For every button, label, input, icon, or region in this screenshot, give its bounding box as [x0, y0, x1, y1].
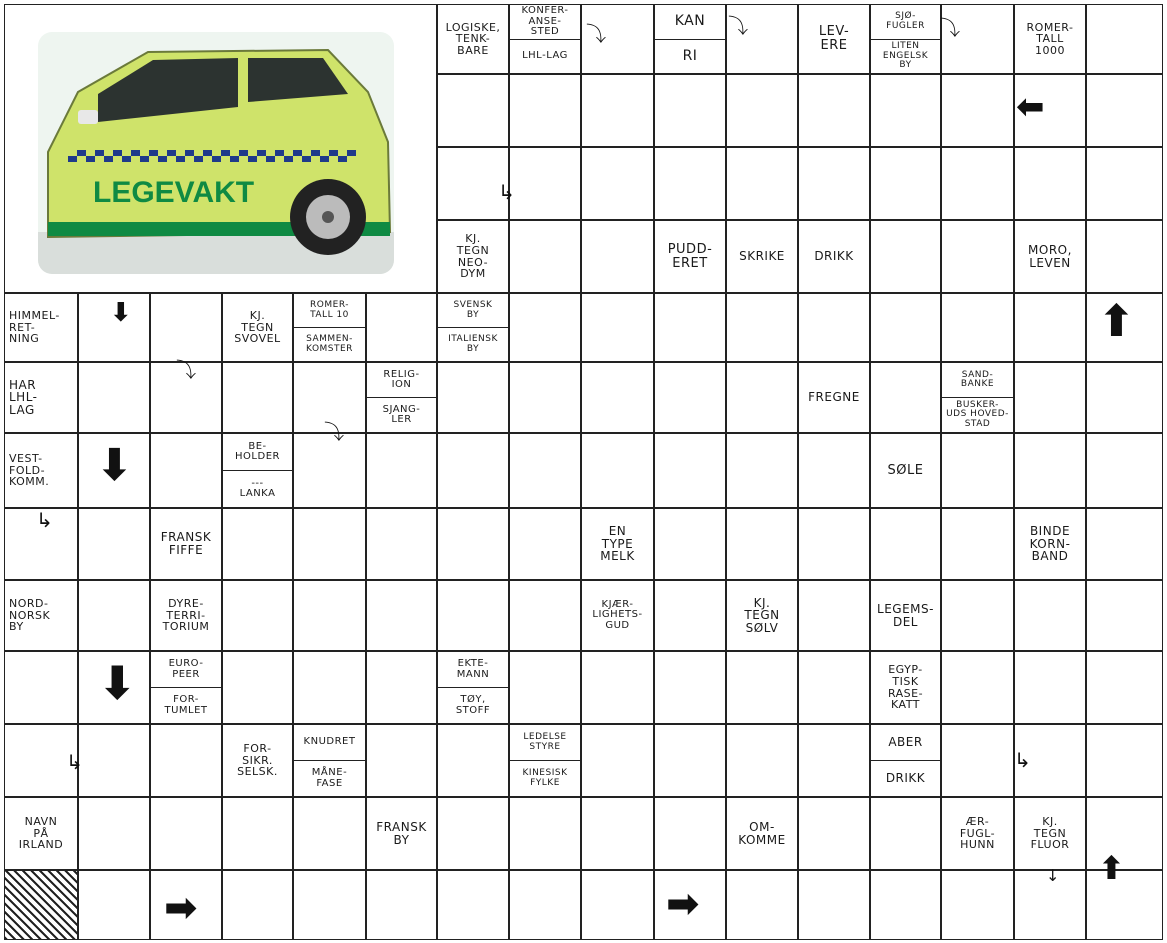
answer-cell[interactable]: [798, 580, 870, 651]
answer-cell[interactable]: [726, 433, 798, 508]
clue-text: NORD- NORSK BY: [9, 597, 51, 634]
clue-text: SJANG- LER: [367, 397, 436, 432]
answer-cell[interactable]: [1014, 651, 1086, 724]
clue-text: LITEN ENGELSK BY: [871, 39, 940, 74]
answer-cell[interactable]: [654, 797, 726, 870]
clue-cell: [654, 4, 726, 74]
answer-cell[interactable]: [366, 651, 437, 724]
clue-text: MORO, LEVEN: [1028, 242, 1072, 270]
answer-cell[interactable]: [509, 870, 581, 940]
clue-text: LEGEMS- DEL: [877, 601, 934, 629]
clue-text: --- LANKA: [223, 470, 292, 507]
clue-text: KNUDRET: [303, 736, 356, 748]
clue-cell: [870, 433, 941, 508]
answer-cell[interactable]: [150, 724, 222, 797]
answer-cell[interactable]: [654, 508, 726, 580]
answer-cell[interactable]: [293, 433, 366, 508]
clue-cell: [581, 580, 654, 651]
down-arrow-icon: ⬇: [98, 656, 137, 710]
clue-text: KJÆR- LIGHETS- GUD: [592, 598, 643, 631]
answer-cell[interactable]: [581, 220, 654, 293]
answer-cell[interactable]: [726, 724, 798, 797]
answer-cell[interactable]: [798, 797, 870, 870]
answer-cell[interactable]: [941, 870, 1014, 940]
clue-cell: [870, 724, 941, 797]
turn-down-arrow-icon: ⤵: [586, 22, 606, 46]
answer-cell[interactable]: [222, 362, 293, 433]
answer-cell[interactable]: [870, 220, 941, 293]
clue-text: KJ. TEGN SØLV: [744, 595, 780, 635]
clue-cell: [150, 651, 222, 724]
ambulance-car-photo: [38, 32, 394, 274]
blocked-cell: [4, 870, 78, 940]
answer-cell[interactable]: [798, 651, 870, 724]
down-arrow-icon: ⬇: [96, 440, 133, 491]
clue-cell: [941, 797, 1014, 870]
answer-cell[interactable]: [798, 433, 870, 508]
answer-cell[interactable]: [798, 870, 870, 940]
clue-text: DRIKK: [814, 249, 854, 264]
clue-cell: [293, 293, 366, 362]
clue-cell: [1014, 4, 1086, 74]
turn-right-arrow-icon: ↳: [498, 180, 515, 204]
answer-cell[interactable]: [581, 797, 654, 870]
clue-text: DYRE- TERRI- TORIUM: [162, 597, 210, 634]
answer-cell[interactable]: [654, 74, 726, 147]
answer-cell[interactable]: [509, 797, 581, 870]
answer-cell[interactable]: [654, 724, 726, 797]
clue-text: LEDELSE STYRE: [523, 732, 567, 752]
clue-text: DRIKK: [871, 760, 940, 796]
answer-cell[interactable]: [222, 580, 293, 651]
clue-cell: [798, 220, 870, 293]
clue-cell: [798, 362, 870, 433]
clue-cell: [222, 724, 293, 797]
clue-text: FRANSK BY: [376, 819, 427, 847]
answer-cell[interactable]: [941, 147, 1014, 220]
answer-cell[interactable]: [1086, 580, 1163, 651]
clue-text: HAR LHL- LAG: [9, 377, 38, 417]
clue-text: RELIG- ION: [383, 368, 420, 390]
clue-cell: [726, 797, 798, 870]
answer-cell[interactable]: [581, 74, 654, 147]
answer-cell[interactable]: [870, 508, 941, 580]
clue-text: BINDE KORN- BAND: [1029, 524, 1071, 564]
answer-cell[interactable]: [798, 74, 870, 147]
answer-cell[interactable]: [870, 870, 941, 940]
turn-down-arrow-icon: ⤵: [728, 14, 748, 38]
clue-text: FOR- SIKR. SELSK.: [237, 742, 278, 779]
clue-cell: [654, 220, 726, 293]
answer-cell[interactable]: [366, 580, 437, 651]
answer-cell[interactable]: [366, 293, 437, 362]
clue-cell: [150, 580, 222, 651]
answer-cell[interactable]: [78, 362, 150, 433]
answer-cell[interactable]: [1086, 508, 1163, 580]
clue-text: OM- KOMME: [738, 819, 786, 847]
turn-right-arrow-icon: ↳: [36, 508, 53, 532]
answer-cell[interactable]: [222, 508, 293, 580]
clue-text: PUDD- ERET: [667, 241, 713, 271]
clue-text: EN TYPE MELK: [600, 524, 635, 564]
answer-cell[interactable]: [1086, 433, 1163, 508]
answer-cell[interactable]: [726, 74, 798, 147]
answer-cell[interactable]: [1086, 4, 1163, 74]
answer-cell[interactable]: [726, 147, 798, 220]
answer-cell[interactable]: [4, 651, 78, 724]
answer-cell[interactable]: [437, 580, 509, 651]
clue-cell: [366, 797, 437, 870]
clue-text: KJ. TEGN SVOVEL: [234, 309, 281, 346]
answer-cell[interactable]: [581, 147, 654, 220]
clue-text: LOGISKE, TENK- BARE: [445, 20, 501, 57]
clue-cell: [437, 293, 509, 362]
answer-cell[interactable]: [437, 508, 509, 580]
answer-cell[interactable]: [222, 797, 293, 870]
clue-cell: [437, 651, 509, 724]
answer-cell[interactable]: [941, 724, 1014, 797]
answer-cell[interactable]: [509, 293, 581, 362]
answer-cell[interactable]: [437, 870, 509, 940]
answer-cell[interactable]: [654, 433, 726, 508]
answer-cell[interactable]: [870, 293, 941, 362]
answer-cell[interactable]: [222, 651, 293, 724]
answer-cell[interactable]: [150, 797, 222, 870]
clue-text: BE- HOLDER: [235, 440, 280, 462]
answer-cell[interactable]: [293, 508, 366, 580]
clue-text: KONFER- ANSE- STED: [521, 5, 569, 37]
clue-cell: [870, 651, 941, 724]
clue-cell: [4, 433, 78, 508]
answer-cell[interactable]: [509, 147, 581, 220]
answer-cell[interactable]: [870, 147, 941, 220]
answer-cell[interactable]: [1014, 362, 1086, 433]
answer-cell[interactable]: [726, 362, 798, 433]
turn-right-arrow-icon: ↳: [66, 750, 83, 774]
clue-text: KAN: [674, 13, 706, 30]
answer-cell[interactable]: [222, 870, 293, 940]
answer-cell[interactable]: [293, 580, 366, 651]
clue-cell: [222, 433, 293, 508]
answer-cell[interactable]: [1086, 362, 1163, 433]
clue-cell: [4, 580, 78, 651]
answer-cell[interactable]: [581, 362, 654, 433]
answer-cell[interactable]: [1014, 147, 1086, 220]
answer-cell[interactable]: [941, 433, 1014, 508]
answer-cell[interactable]: [437, 74, 509, 147]
answer-cell[interactable]: [78, 797, 150, 870]
answer-cell[interactable]: [1086, 651, 1163, 724]
answer-cell[interactable]: [1014, 293, 1086, 362]
clue-text: TØY, STOFF: [438, 687, 508, 723]
answer-cell[interactable]: [1086, 220, 1163, 293]
left-arrow-icon: ⬅: [1016, 87, 1045, 127]
clue-text: HIMMEL- RET- NING: [9, 309, 60, 346]
clue-cell: [4, 797, 78, 870]
answer-cell[interactable]: [366, 870, 437, 940]
answer-cell[interactable]: [798, 508, 870, 580]
answer-cell[interactable]: [870, 362, 941, 433]
clue-text: VEST- FOLD- KOMM.: [9, 452, 50, 489]
clue-text: EGYP- TISK RASE- KATT: [887, 663, 924, 712]
answer-cell[interactable]: [150, 293, 222, 362]
answer-cell[interactable]: [1086, 147, 1163, 220]
answer-cell[interactable]: [941, 651, 1014, 724]
answer-cell[interactable]: [798, 293, 870, 362]
answer-cell[interactable]: [366, 724, 437, 797]
answer-cell[interactable]: [1014, 433, 1086, 508]
right-arrow-icon: ➡: [666, 881, 700, 927]
answer-cell[interactable]: [509, 220, 581, 293]
up-arrow-icon: ⬆: [1098, 296, 1135, 347]
clue-cell: [870, 580, 941, 651]
answer-cell[interactable]: [941, 508, 1014, 580]
clue-cell: [1014, 797, 1086, 870]
answer-cell[interactable]: [150, 433, 222, 508]
clue-cell: [437, 4, 509, 74]
clue-text: SKRIKE: [739, 249, 785, 264]
clue-cell: [1014, 508, 1086, 580]
clue-text: RI: [655, 39, 725, 74]
clue-text: SJØ- FUGLER: [886, 11, 925, 31]
answer-cell[interactable]: [366, 433, 437, 508]
clue-cell: [870, 4, 941, 74]
answer-cell[interactable]: [509, 433, 581, 508]
clue-cell: [726, 580, 798, 651]
answer-cell[interactable]: [293, 870, 366, 940]
clue-text: SVENSK BY: [453, 300, 493, 320]
clue-cell: [150, 508, 222, 580]
clue-text: SØLE: [887, 462, 924, 478]
answer-cell[interactable]: [798, 724, 870, 797]
clue-cell: [293, 724, 366, 797]
answer-cell[interactable]: [581, 293, 654, 362]
answer-cell[interactable]: [78, 580, 150, 651]
clue-text: EURO- PEER: [168, 658, 204, 680]
answer-cell[interactable]: [509, 651, 581, 724]
right-arrow-icon: ➡: [164, 885, 198, 931]
answer-cell[interactable]: [437, 362, 509, 433]
clue-text: ITALIENSK BY: [438, 327, 508, 361]
answer-cell[interactable]: [509, 362, 581, 433]
answer-cell[interactable]: [366, 508, 437, 580]
answer-cell[interactable]: [726, 651, 798, 724]
answer-cell[interactable]: [941, 293, 1014, 362]
answer-cell[interactable]: [78, 508, 150, 580]
clue-text: LEV- ERE: [818, 24, 850, 53]
answer-cell[interactable]: [870, 797, 941, 870]
turn-down-arrow-icon: ⤵: [940, 16, 960, 40]
clue-cell: [4, 293, 78, 362]
answer-cell[interactable]: [870, 74, 941, 147]
answer-cell[interactable]: [293, 797, 366, 870]
clue-cell: [941, 362, 1014, 433]
answer-cell[interactable]: [798, 147, 870, 220]
answer-cell[interactable]: [293, 651, 366, 724]
answer-cell[interactable]: [581, 724, 654, 797]
clue-cell: [4, 362, 78, 433]
answer-cell[interactable]: [581, 870, 654, 940]
answer-cell[interactable]: [654, 293, 726, 362]
answer-cell[interactable]: [726, 293, 798, 362]
turn-down-arrow-icon: ⤵: [176, 358, 196, 382]
clue-text: FOR- TUMLET: [151, 687, 221, 723]
clue-cell: [366, 362, 437, 433]
answer-cell[interactable]: [437, 724, 509, 797]
clue-text: BUSKER- UDS HOVED- STAD: [942, 397, 1013, 432]
up-arrow-icon: ⬆: [1098, 849, 1125, 887]
down-arrow-icon: ↓: [1046, 866, 1060, 885]
answer-cell[interactable]: [581, 433, 654, 508]
clue-text: ÆR- FUGL- HUNN: [959, 815, 996, 852]
legevakt-label: LEGEVAKT: [93, 176, 255, 209]
answer-cell[interactable]: [78, 724, 150, 797]
answer-cell[interactable]: [78, 870, 150, 940]
answer-cell[interactable]: [509, 74, 581, 147]
clue-cell: [437, 220, 509, 293]
clue-text: ROMER- TALL 1000: [1026, 20, 1074, 57]
clue-text: SAMMEN- KOMSTER: [294, 327, 365, 361]
turn-right-arrow-icon: ↳: [1014, 748, 1031, 772]
answer-cell[interactable]: [509, 508, 581, 580]
clue-cell: [222, 293, 293, 362]
clue-cell: [1014, 220, 1086, 293]
answer-cell[interactable]: [437, 433, 509, 508]
answer-cell[interactable]: [1014, 580, 1086, 651]
clue-text: SAND- BANKE: [960, 369, 995, 389]
clue-text: EKTE- MANN: [456, 658, 490, 680]
answer-cell[interactable]: [941, 580, 1014, 651]
clue-cell: [509, 724, 581, 797]
clue-text: ROMER- TALL 10: [310, 300, 349, 320]
answer-cell[interactable]: [941, 220, 1014, 293]
answer-cell[interactable]: [1086, 74, 1163, 147]
turn-down-arrow-icon: ⤵: [324, 420, 344, 444]
answer-cell[interactable]: [941, 74, 1014, 147]
clue-cell: [509, 4, 581, 74]
answer-cell[interactable]: [509, 580, 581, 651]
answer-cell[interactable]: [654, 147, 726, 220]
clue-text: FREGNE: [808, 390, 860, 405]
clue-cell: [726, 220, 798, 293]
answer-cell[interactable]: [726, 508, 798, 580]
clue-cell: [798, 4, 870, 74]
clue-text: LHL-LAG: [510, 39, 580, 74]
answer-cell[interactable]: [1086, 724, 1163, 797]
clue-text: ABER: [888, 735, 923, 750]
clue-text: KJ. TEGN NEO- DYM: [456, 232, 490, 281]
answer-cell[interactable]: [654, 362, 726, 433]
answer-cell[interactable]: [437, 797, 509, 870]
answer-cell[interactable]: [654, 651, 726, 724]
down-arrow-icon: ⬇: [110, 298, 132, 328]
answer-cell[interactable]: [654, 580, 726, 651]
answer-cell[interactable]: [581, 651, 654, 724]
clue-text: MÅNE- FASE: [294, 760, 365, 796]
clue-text: KINESISK FYLKE: [510, 760, 580, 796]
clue-text: KJ. TEGN FLUOR: [1030, 815, 1070, 852]
clue-cell: [581, 508, 654, 580]
clue-text: NAVN PÅ IRLAND: [18, 815, 64, 852]
answer-cell[interactable]: [726, 870, 798, 940]
clue-text: FRANSK FIFFE: [160, 530, 212, 557]
